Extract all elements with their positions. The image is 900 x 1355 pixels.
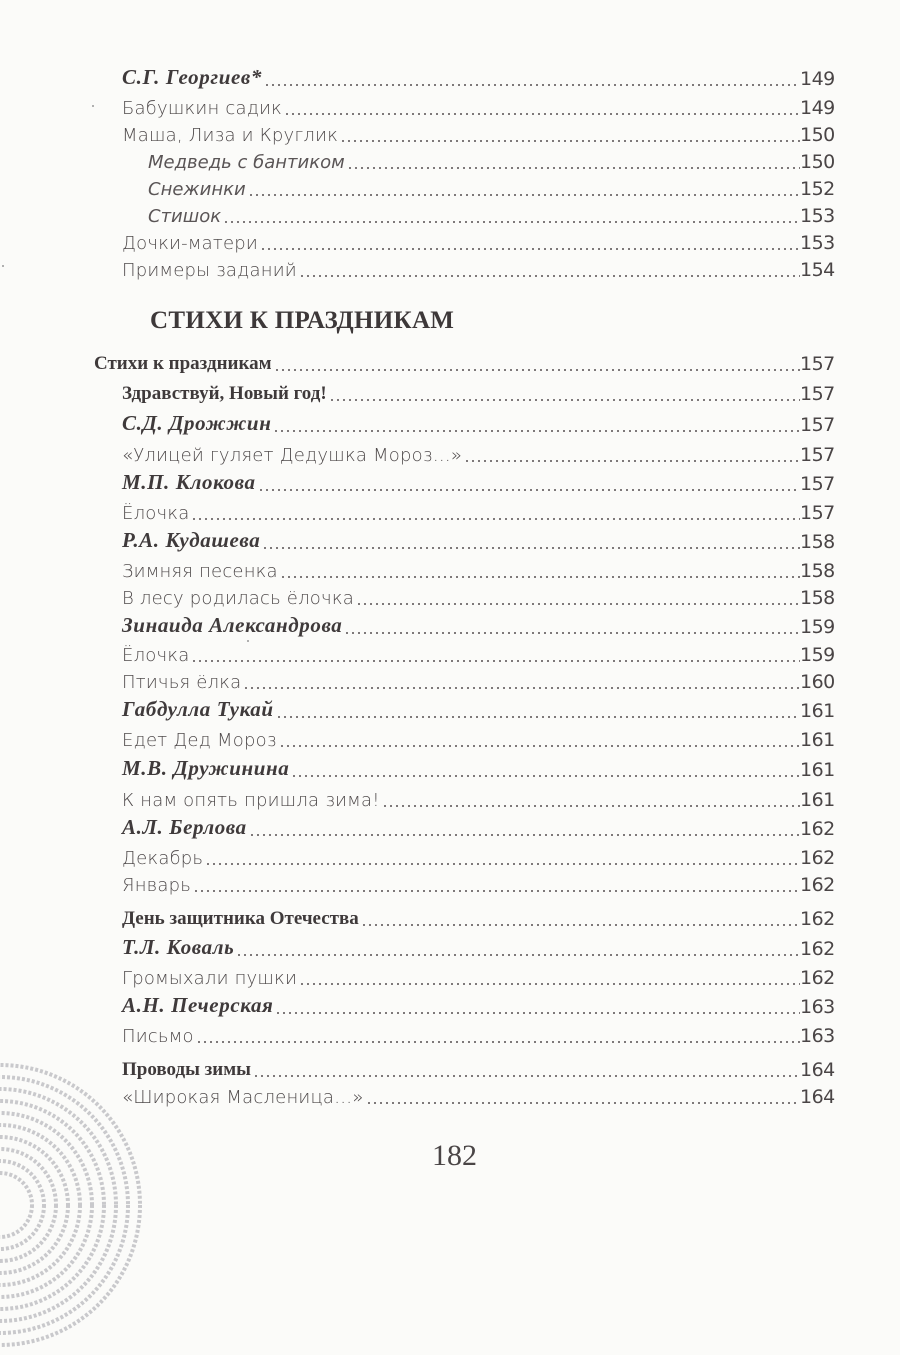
entry-title: А.Л. Берлова: [122, 815, 247, 839]
entry-page: 157: [800, 444, 835, 466]
entry-title: Громыхали пушки: [122, 968, 298, 989]
toc-entry[interactable]: [148, 199, 835, 227]
scan-speck: [247, 640, 249, 642]
leader-dots: [262, 530, 800, 550]
entry-title: Т.Л. Коваль: [122, 935, 235, 959]
entry-title: «Улицей гуляет Дедушка Мороз…»: [122, 445, 463, 466]
leader-dots: [347, 150, 800, 170]
toc-entry[interactable]: [122, 581, 835, 609]
entry-page: 159: [800, 644, 835, 666]
toc-entry[interactable]: [122, 932, 835, 960]
leader-dots: [248, 177, 800, 197]
toc-entry[interactable]: [122, 377, 835, 405]
leader-dots: [249, 817, 800, 837]
entry-page: 149: [800, 97, 835, 119]
entry-title: К нам опять пришла зима!: [122, 790, 380, 811]
leader-dots: [196, 1024, 800, 1044]
entry-title: День защитника Отечества: [122, 908, 359, 929]
leader-dots: [361, 907, 800, 927]
entry-page: 161: [800, 759, 835, 781]
entry-page: 162: [800, 818, 835, 840]
toc-entry[interactable]: [122, 638, 835, 666]
entry-page: 154: [800, 259, 835, 281]
entry-page: 162: [800, 967, 835, 989]
entry-title: Бабушкин садик: [122, 98, 283, 119]
toc-entry[interactable]: [122, 467, 835, 495]
toc-entry[interactable]: [122, 1080, 835, 1108]
entry-title: Ёлочка: [122, 645, 190, 666]
entry-title: Снежинки: [148, 179, 246, 200]
entry-page: 158: [800, 587, 835, 609]
leader-dots: [258, 472, 800, 492]
toc-entry[interactable]: [94, 347, 835, 375]
toc-entry[interactable]: [122, 226, 835, 254]
entry-page: 161: [800, 789, 835, 811]
toc-entry[interactable]: [122, 62, 835, 90]
entry-page: 157: [800, 473, 835, 495]
toc-entry[interactable]: [122, 783, 835, 811]
entry-title: В лесу родилась ёлочка: [122, 588, 354, 609]
leader-dots: [291, 758, 800, 778]
toc-entry[interactable]: [122, 694, 835, 722]
entry-title: А.Н. Печерская: [122, 993, 274, 1017]
leader-dots: [284, 96, 800, 116]
toc-entry[interactable]: [122, 1053, 835, 1081]
leader-dots: [191, 643, 800, 663]
leader-dots: [464, 443, 800, 463]
toc-entry[interactable]: [148, 172, 835, 200]
leader-dots: [191, 501, 800, 521]
entry-title: Р.А. Кудашева: [122, 528, 261, 552]
entry-title: М.П. Клокова: [122, 470, 256, 494]
toc-entry[interactable]: [122, 91, 835, 119]
toc-entry[interactable]: [122, 438, 835, 466]
entry-title: Декабрь: [122, 848, 204, 869]
entry-page: 157: [800, 353, 835, 375]
entry-title: Здравствуй, Новый год!: [122, 383, 327, 404]
leader-dots: [329, 382, 800, 402]
entry-page: 157: [800, 502, 835, 524]
leader-dots: [273, 413, 800, 433]
entry-page: 157: [800, 383, 835, 405]
toc-entry[interactable]: [122, 554, 835, 582]
entry-page: 163: [800, 996, 835, 1018]
entry-title: С.Д. Дрожжин: [122, 411, 272, 435]
entry-page: 162: [800, 874, 835, 896]
toc-entry[interactable]: [122, 496, 835, 524]
entry-page: 162: [800, 908, 835, 930]
entry-page: 160: [800, 671, 835, 693]
toc-entry[interactable]: [122, 753, 835, 781]
toc-entry[interactable]: [122, 1019, 835, 1047]
leader-dots: [366, 1085, 800, 1105]
section-heading: СТИХИ К ПРАЗДНИКАМ: [150, 307, 455, 334]
toc-entry[interactable]: [122, 665, 835, 693]
toc-entry[interactable]: [122, 118, 835, 146]
leader-dots: [253, 1058, 800, 1078]
entry-title: Стихи к праздникам: [94, 353, 272, 374]
entry-title: Дочки-матери: [122, 233, 258, 254]
toc-entry[interactable]: [122, 868, 835, 896]
entry-page: 152: [800, 178, 835, 200]
entry-title: Медведь с бантиком: [148, 152, 345, 173]
toc-entry[interactable]: [122, 902, 835, 930]
entry-title: С.Г. Георгиев*: [122, 65, 262, 89]
leader-dots: [356, 586, 800, 606]
leader-dots: [205, 846, 800, 866]
toc-entry[interactable]: [122, 841, 835, 869]
leader-dots: [340, 123, 800, 143]
entry-page: 161: [800, 729, 835, 751]
toc-entry[interactable]: [122, 723, 835, 751]
entry-page: 161: [800, 700, 835, 722]
decorative-rings-icon: [0, 1055, 150, 1355]
leader-dots: [260, 231, 800, 251]
entry-page: 164: [800, 1059, 835, 1081]
entry-title: Проводы зимы: [122, 1059, 252, 1080]
entry-page: 158: [800, 560, 835, 582]
entry-page: 150: [800, 151, 835, 173]
entry-page: 153: [800, 232, 835, 254]
toc-entry[interactable]: [122, 961, 835, 989]
entry-page: 159: [800, 616, 835, 638]
leader-dots: [299, 966, 800, 986]
leader-dots: [236, 937, 800, 957]
leader-dots: [280, 559, 800, 579]
page-number: 182: [432, 1139, 477, 1172]
entry-page: 150: [800, 124, 835, 146]
leader-dots: [275, 995, 800, 1015]
entry-page: 162: [800, 938, 835, 960]
entry-page: 164: [800, 1086, 835, 1108]
entry-page: 162: [800, 847, 835, 869]
leader-dots: [382, 788, 800, 808]
entry-title: «Широкая Масленица…»: [122, 1087, 364, 1108]
entry-page: 163: [800, 1025, 835, 1047]
entry-title: Стишок: [148, 206, 222, 227]
scan-speck: [2, 265, 4, 267]
leader-dots: [243, 670, 800, 690]
leader-dots: [279, 728, 800, 748]
entry-page: 149: [800, 68, 835, 90]
entry-title: Габдулла Тукай: [122, 697, 274, 721]
entry-title: М.В. Дружинина: [122, 756, 290, 780]
leader-dots: [276, 699, 800, 719]
entry-title: Зимняя песенка: [122, 561, 278, 582]
entry-title: Птичья ёлка: [122, 672, 242, 693]
entry-page: 153: [800, 205, 835, 227]
toc-entry[interactable]: [122, 525, 835, 553]
entry-title: Письмо: [122, 1026, 194, 1047]
leader-dots: [193, 873, 800, 893]
entry-title: Едет Дед Мороз: [122, 730, 277, 751]
leader-dots: [264, 67, 800, 87]
leader-dots: [274, 352, 800, 372]
toc-entry[interactable]: [122, 253, 835, 281]
leader-dots: [344, 615, 800, 635]
entry-title: Примеры заданий: [122, 260, 297, 281]
entry-title: Январь: [122, 875, 192, 896]
entry-page: 158: [800, 531, 835, 553]
scan-speck: [92, 105, 94, 107]
entry-title: Зинаида Александрова: [122, 613, 343, 637]
leader-dots: [299, 258, 800, 278]
entry-title: Ёлочка: [122, 503, 190, 524]
toc-entry[interactable]: [122, 990, 835, 1018]
toc-entry[interactable]: [122, 610, 835, 638]
entry-page: 157: [800, 414, 835, 436]
toc-entry[interactable]: [148, 145, 835, 173]
toc-entry[interactable]: [122, 812, 835, 840]
leader-dots: [223, 204, 800, 224]
toc-entry[interactable]: [122, 408, 835, 436]
entry-title: Маша, Лиза и Круглик: [122, 125, 339, 146]
